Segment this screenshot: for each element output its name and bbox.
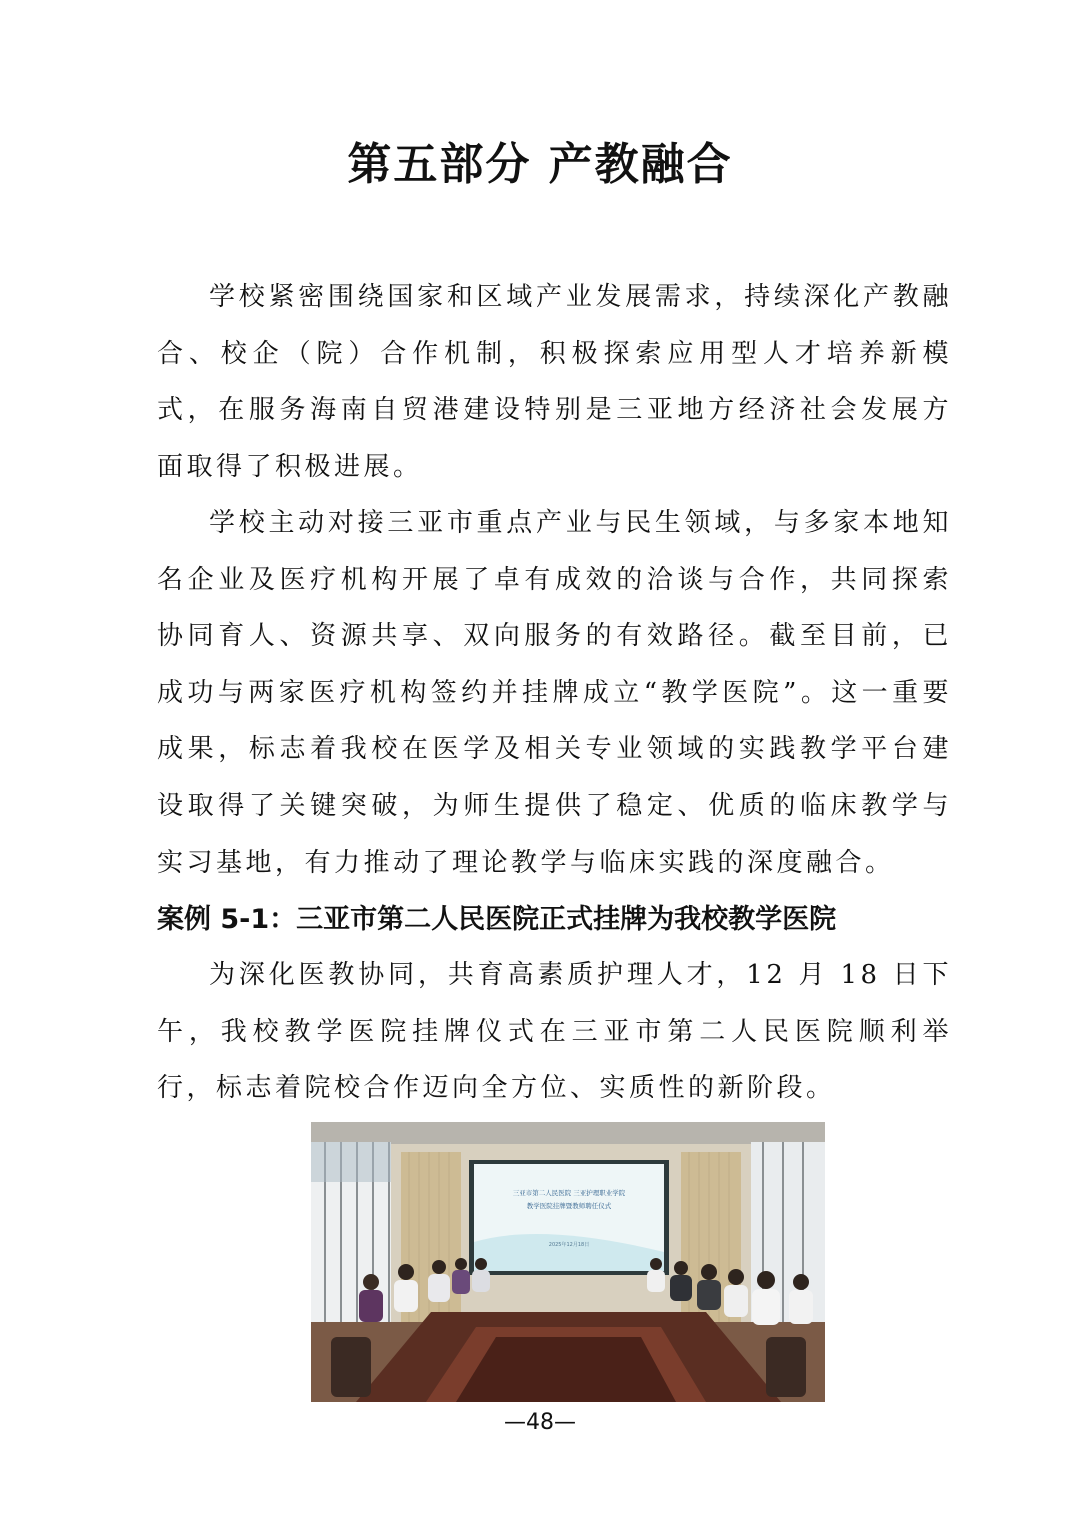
paragraph-intro: 学校紧密围绕国家和区域产业发展需求，持续深化产教融合、校企（院）合作机制，积极探索应用型人才培养新模式，在服务海南自贸港建设特别是三亚地方经济社会发展方面取得了积极进展。 [157, 282, 952, 482]
paragraph-case: 为深化医教协同，共育高素质护理人才，12 月 18 日下午，我校教学医院挂牌仪式在三亚市第二人民医院顺利举行，标志着院校合作迈向全方位、实质性的新阶段。 [157, 960, 952, 1104]
screen-title-line2: 教学医院挂牌暨教师聘任仪式 [526, 1202, 612, 1210]
paragraph-cooperation: 学校主动对接三亚市重点产业与民生领域，与多家本地知名企业及医疗机构开展了卓有成效的洽谈与合作，共同探索协同育人、资源共享、双向服务的有效路径。截至目前，已成功与两家医疗机构签约并挂牌成立“教学医院”。这一重要成果，标志着我校在医学及相关专业领域的实践教学平台建设取得了关键突破，为师生提供了稳定、优质的临床教学与实习基地，有力推动了理论教学与临床实践的深度融合。 [157, 508, 952, 878]
case-heading: 案例 5-1：三亚市第二人民医院正式挂牌为我校教学医院 [157, 904, 837, 935]
page-number: —48— [504, 1410, 576, 1435]
meeting-room-illustration [311, 1122, 825, 1402]
page-title: 第五部分 产教融合 [347, 139, 733, 190]
meeting-photo [311, 1122, 825, 1402]
screen-title-line1: 三亚市第二人民医院 三亚护理职业学院 [512, 1189, 626, 1197]
screen-date: 2025年12月18日 [548, 1242, 590, 1248]
